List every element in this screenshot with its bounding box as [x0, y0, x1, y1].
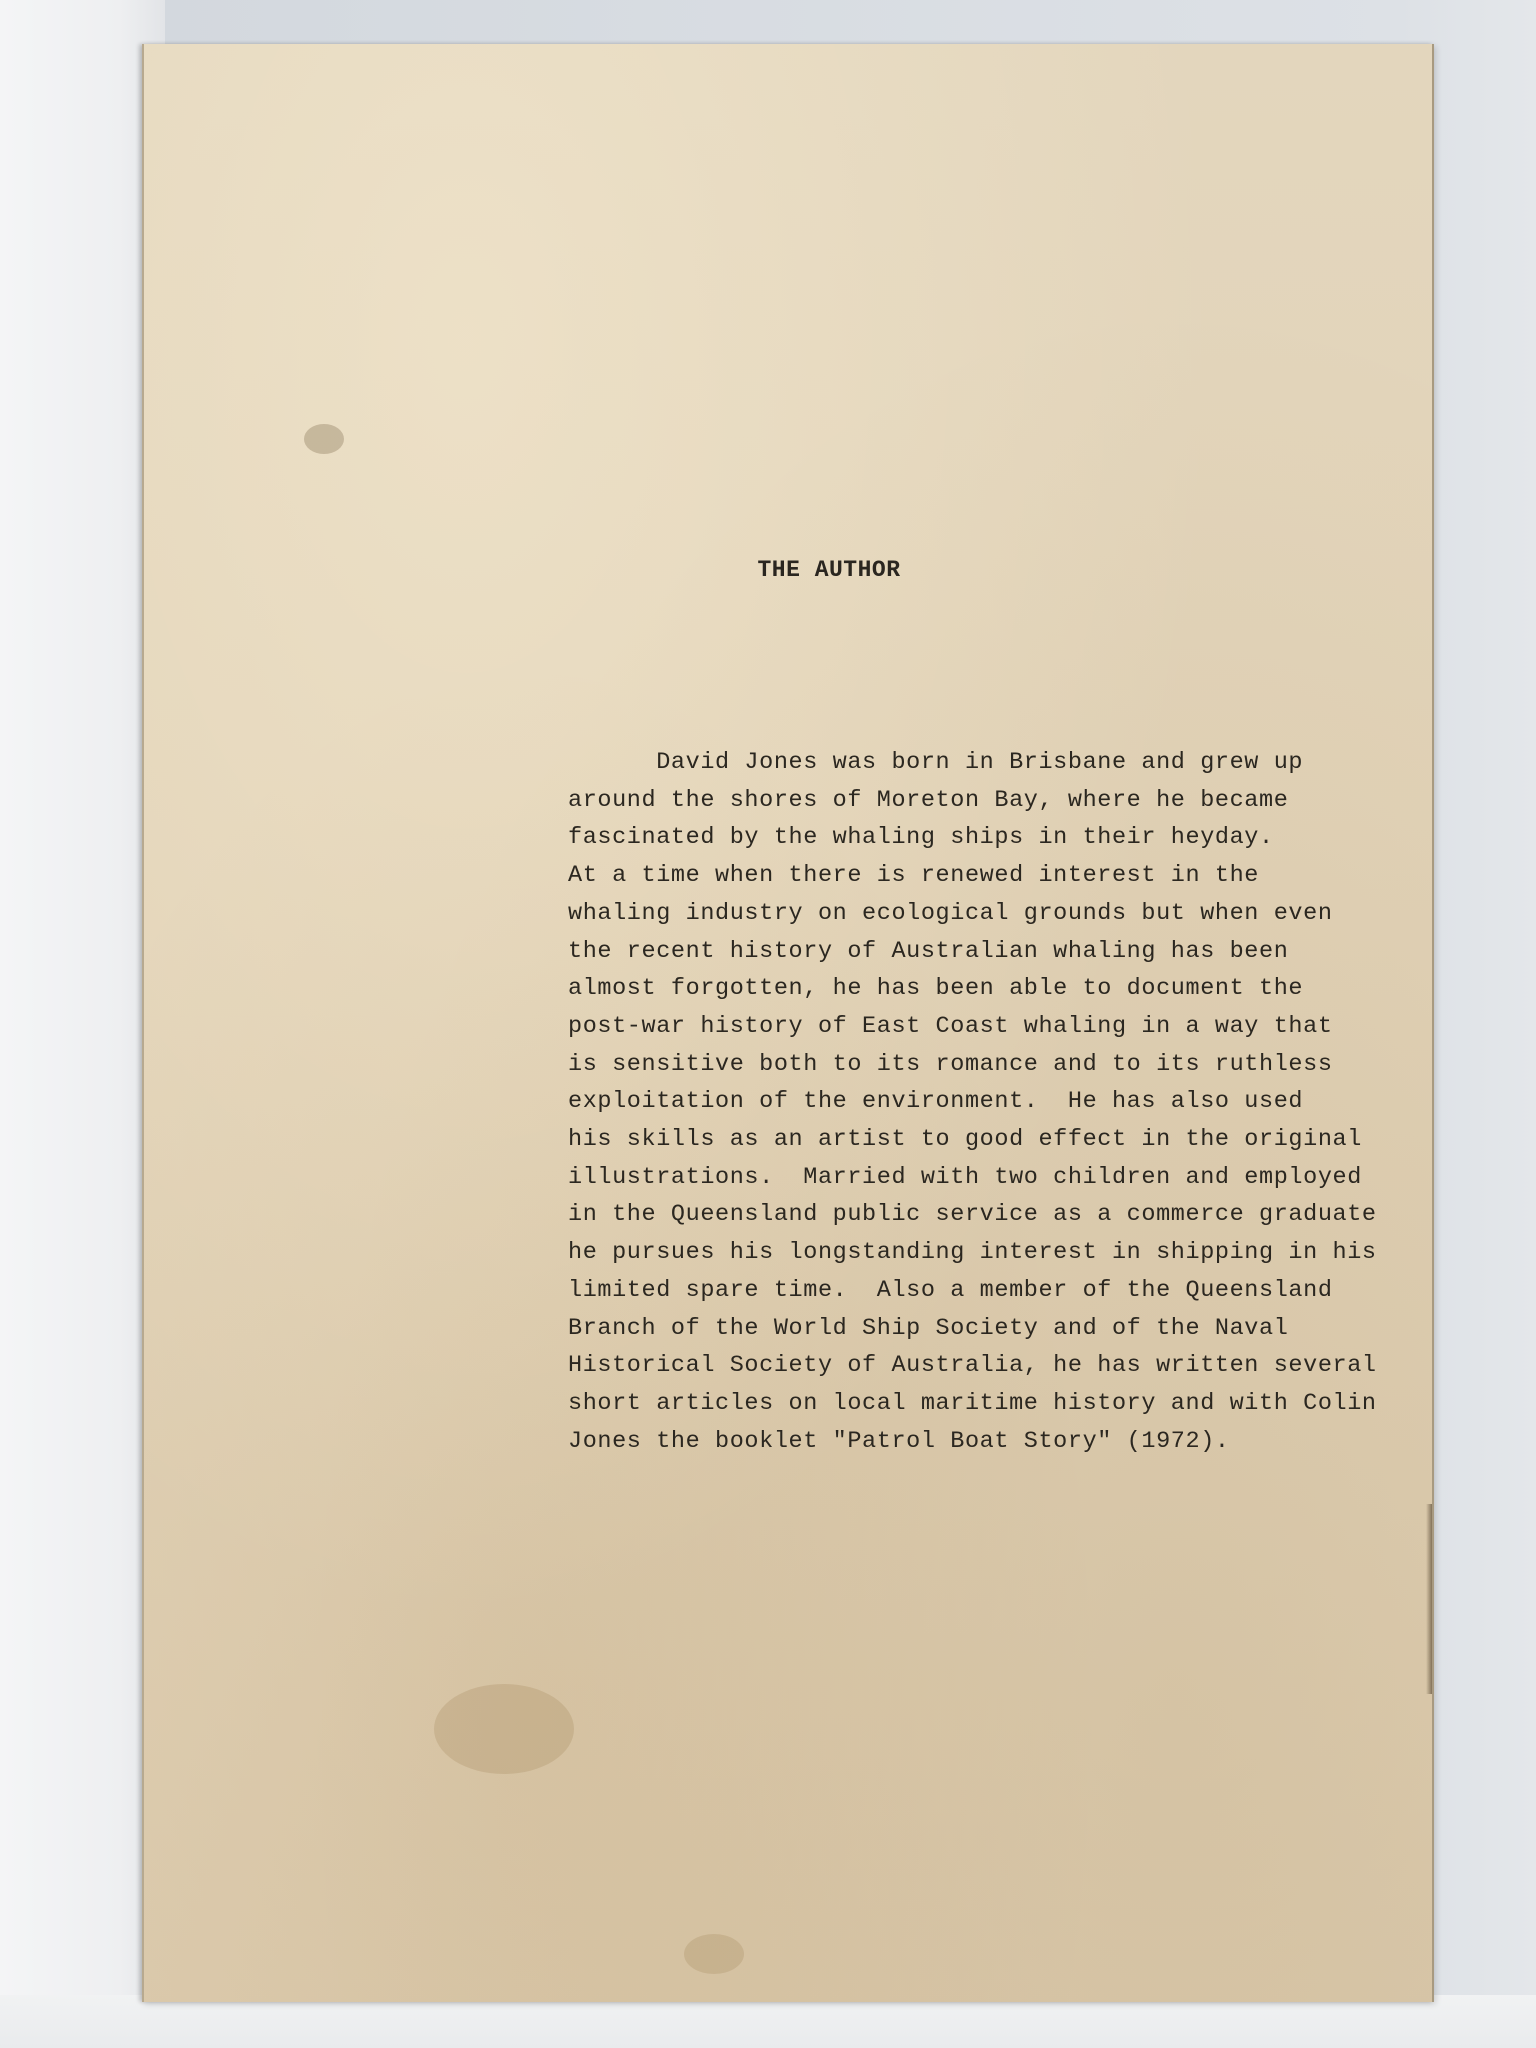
left-backdrop: [0, 0, 165, 2048]
page-title: THE AUTHOR: [757, 557, 901, 583]
text-line: illustrations. Married with two children and employed: [568, 1163, 1362, 1191]
text-line: Jones the booklet "Patrol Boat Story" (1972).: [568, 1427, 1230, 1455]
text-line: short articles on local maritime history and with Colin: [568, 1389, 1377, 1417]
text-line: David Jones was born in Brisbane and grew up: [568, 749, 1304, 776]
booklet-back-page: [142, 44, 1434, 2002]
text-line: At a time when there is renewed interest in the: [568, 862, 1260, 890]
text-line: fascinated by the whaling ships in their heyday.: [568, 824, 1274, 852]
staple-edge: [1426, 1504, 1432, 1694]
text-line: exploitation of the environment. He has also used: [568, 1088, 1304, 1116]
text-line: in the Queensland public service as a commerce graduate: [568, 1201, 1377, 1229]
foxing-spot: [684, 1934, 744, 1974]
text-line: the recent history of Australian whaling has been: [568, 937, 1289, 965]
bottom-backdrop: [0, 1995, 1536, 2048]
text-line: whaling industry on ecological grounds but when even: [568, 899, 1333, 927]
text-line: his skills as an artist to good effect in the original: [568, 1126, 1362, 1154]
text-line: is sensitive both to its romance and to its ruthless: [568, 1050, 1333, 1078]
text-line: limited spare time. Also a member of the Queensland: [568, 1276, 1333, 1304]
text-line: around the shores of Moreton Bay, where he became: [568, 786, 1289, 814]
foxing-spot: [434, 1684, 574, 1774]
text-line: post-war history of East Coast whaling in a way that: [568, 1012, 1333, 1040]
text-line: almost forgotten, he has been able to document the: [568, 975, 1304, 1003]
text-line: Branch of the World Ship Society and of the Naval: [568, 1314, 1289, 1342]
author-biography: [568, 744, 1448, 1460]
foxing-spot: [304, 424, 344, 454]
text-line: he pursues his longstanding interest in shipping in his: [568, 1239, 1377, 1267]
text-line: Historical Society of Australia, he has written several: [568, 1352, 1377, 1380]
